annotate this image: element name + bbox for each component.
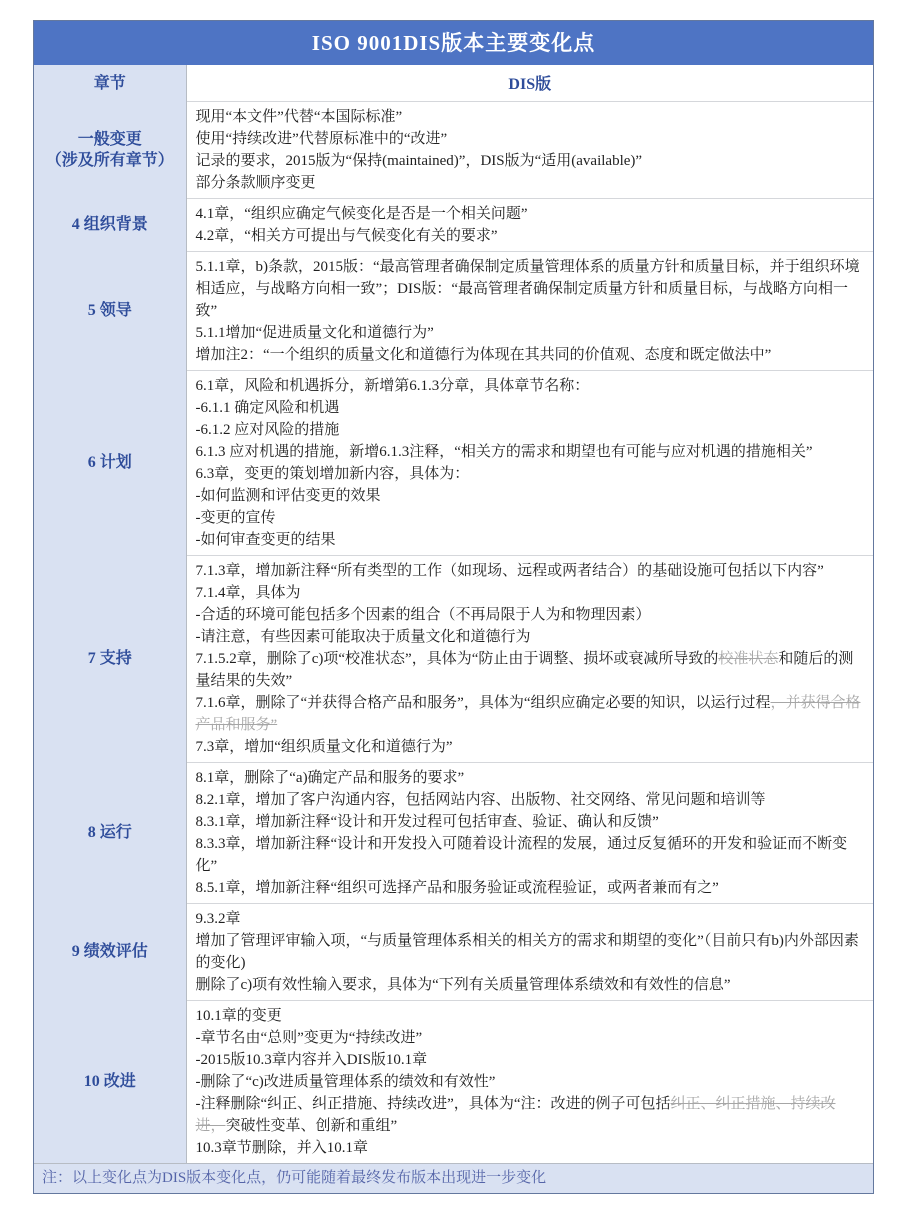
change-line (196, 877, 865, 899)
section-label: 10 改进 (34, 1000, 186, 1163)
change-text: -请注意，有些因素可能取决于质量文化和道德行为 (195, 628, 531, 645)
change-line (196, 604, 865, 626)
change-text: 8.2.1章，增加了客户沟通内容，包括网站内容、出版物、社交网络、常见问题和培训等 (195, 791, 766, 808)
change-text: -章节名由“总则”变更为“持续改进” (195, 1029, 423, 1046)
header-row (34, 65, 873, 101)
change-line (196, 692, 865, 736)
change-line (196, 1049, 865, 1071)
change-line (196, 529, 865, 551)
table-row (34, 251, 873, 370)
change-text: 使用“持续改进”代替原标准中的“改进” (195, 130, 448, 147)
change-details (186, 251, 873, 370)
change-text: -注释删除“纠正、纠正措施、持续改进”，具体为“注：改进的例子可包括 (195, 1095, 671, 1112)
change-line (196, 485, 865, 507)
change-line (196, 736, 865, 758)
change-text: 10.3章节删除，并入10.1章 (195, 1139, 369, 1156)
change-details (186, 198, 873, 251)
change-text: 现用“本文件”代替“本国际标准” (195, 108, 403, 125)
change-line (196, 626, 865, 648)
change-text: -6.1.2 应对风险的措施 (195, 421, 340, 438)
change-text: 7.1.5.2章，删除了c)项“校准状态”，具体为“防止由于调整、损坏或衰减所导致的 (195, 650, 719, 667)
change-line (196, 560, 865, 582)
change-line (196, 1005, 865, 1027)
change-text: 5.1.1章，b)条款，2015版：“最高管理者确保制定质量管理体系的质量方针和质量目标，并于组织环境相适应，与战略方向相一致”；DIS版：“最高管理者确保制定质量方针和质量目标，与战略方向相一致” (195, 258, 860, 319)
change-text: 7.1.4章，具体为 (195, 584, 301, 601)
table-row (34, 1000, 873, 1163)
change-details (186, 1000, 873, 1163)
change-line (196, 203, 865, 225)
change-text: 记录的要求，2015版为“保持(maintained)”，DIS版为“适用(available)” (195, 152, 643, 169)
change-line (196, 1137, 865, 1159)
change-line (196, 582, 865, 604)
change-text: 4.1章，“组织应确定气候变化是否是一个相关问题” (195, 205, 528, 222)
change-line (196, 974, 865, 996)
change-line (196, 441, 865, 463)
change-line (196, 833, 865, 877)
change-line (196, 507, 865, 529)
change-text: -2015版10.3章内容并入DIS版10.1章 (195, 1051, 428, 1068)
change-text: 增加注2：“一个组织的质量文化和道德行为体现在其共同的价值观、态度和既定做法中” (195, 346, 772, 363)
change-line (196, 930, 865, 974)
column-header-disversion: DIS版 (186, 65, 873, 101)
change-text: 9.3.2章 (195, 910, 241, 927)
change-details (186, 903, 873, 1000)
change-text: 部分条款顺序变更 (195, 174, 316, 191)
section-label: 一般变更 （涉及所有章节） (34, 101, 186, 198)
section-label: 7 支持 (34, 555, 186, 762)
change-line (196, 908, 865, 930)
change-text: 4.2章，“相关方可提出与气候变化有关的要求” (195, 227, 498, 244)
change-text: 7.1.3章，增加新注释“所有类型的工作（如现场、远程或两者结合）的基础设施可包括以下内容” (195, 562, 824, 579)
change-line (196, 225, 865, 247)
table-row (34, 762, 873, 903)
change-line (196, 789, 865, 811)
change-text: 8.3.3章，增加新注释“设计和开发投入可随着设计流程的发展，通过反复循环的开发和验证而不断变化” (195, 835, 848, 874)
table-row (34, 370, 873, 555)
section-label: 4 组织背景 (34, 198, 186, 251)
footnote: 注：以上变化点为DIS版本变化点，仍可能随着最终发布版本出现进一步变化 (34, 1163, 873, 1193)
change-line (196, 106, 865, 128)
change-details (186, 555, 873, 762)
change-text: 8.3.1章，增加新注释“设计和开发过程可包括审查、验证、确认和反馈” (195, 813, 659, 830)
change-line (196, 1071, 865, 1093)
changes-grid (34, 65, 873, 1163)
change-text: -变更的宣传 (195, 509, 276, 526)
change-text: -6.1.1 确定风险和机遇 (195, 399, 340, 416)
change-text: 6.1章，风险和机遇拆分，新增第6.1.3分章，具体章节名称： (195, 377, 590, 394)
change-line (196, 150, 865, 172)
change-text: 删除了c)项有效性输入要求，具体为“下列有关质量管理体系绩效和有效性的信息” (195, 976, 731, 993)
change-text: -删除了“c)改进质量管理体系的绩效和有效性” (195, 1073, 496, 1090)
table-row (34, 198, 873, 251)
change-line (196, 344, 865, 366)
section-label: 5 领导 (34, 251, 186, 370)
section-label: 6 计划 (34, 370, 186, 555)
change-text: 8.5.1章，增加新注释“组织可选择产品和服务验证或流程验证，或两者兼而有之” (195, 879, 719, 896)
change-line (196, 767, 865, 789)
change-text: 增加了管理评审输入项，“与质量管理体系相关的相关方的需求和期望的变化”（目前只有b)内外部因素的变化) (195, 932, 859, 971)
change-line (196, 811, 865, 833)
change-line (196, 1027, 865, 1049)
table-row (34, 101, 873, 198)
change-line (196, 128, 865, 150)
change-text: -合适的环境可能包括多个因素的组合（不再局限于人为和物理因素） (195, 606, 651, 623)
deleted-text: 纠正、纠正措施、持续改进， (195, 1095, 836, 1134)
column-header-section: 章节 (34, 65, 186, 101)
table-row (34, 903, 873, 1000)
change-text: 6.3章，变更的策划增加新内容，具体为： (195, 465, 470, 482)
change-text: -如何审查变更的结果 (195, 531, 336, 548)
iso-changes-table (33, 20, 874, 1194)
change-text: 5.1.1增加“促进质量文化和道德行为” (195, 324, 434, 341)
section-label: 8 运行 (34, 762, 186, 903)
change-text: 8.1章，删除了“a)确定产品和服务的要求” (195, 769, 465, 786)
change-line (196, 256, 865, 322)
change-line (196, 322, 865, 344)
change-details (186, 370, 873, 555)
change-details (186, 762, 873, 903)
table-body (34, 65, 873, 1163)
section-label: 9 绩效评估 (34, 903, 186, 1000)
change-text: 和随后的测量结果的失效” (195, 650, 854, 689)
change-line (196, 1093, 865, 1137)
change-text: 突破性变革、创新和重组” (225, 1117, 398, 1134)
change-line (196, 172, 865, 194)
table-row (34, 555, 873, 762)
deleted-text: 校准状态 (718, 650, 779, 667)
change-text: 7.3章，增加“组织质量文化和道德行为” (195, 738, 453, 755)
change-line (196, 463, 865, 485)
change-line (196, 375, 865, 397)
change-text: -如何监测和评估变更的效果 (195, 487, 381, 504)
change-line (196, 397, 865, 419)
change-line (196, 648, 865, 692)
change-line (196, 419, 865, 441)
change-details (186, 101, 873, 198)
change-text: 10.1章的变更 (195, 1007, 282, 1024)
deleted-text: ，并获得合格产品和服务” (195, 694, 861, 733)
change-text: 7.1.6章，删除了“并获得合格产品和服务”，具体为“组织应确定必要的知识，以运行过程 (195, 694, 771, 711)
table-title: ISO 9001DIS版本主要变化点 (34, 21, 873, 65)
change-text: 6.1.3 应对机遇的措施，新增6.1.3注释，“相关方的需求和期望也有可能与应对机遇的措施相关” (195, 443, 813, 460)
